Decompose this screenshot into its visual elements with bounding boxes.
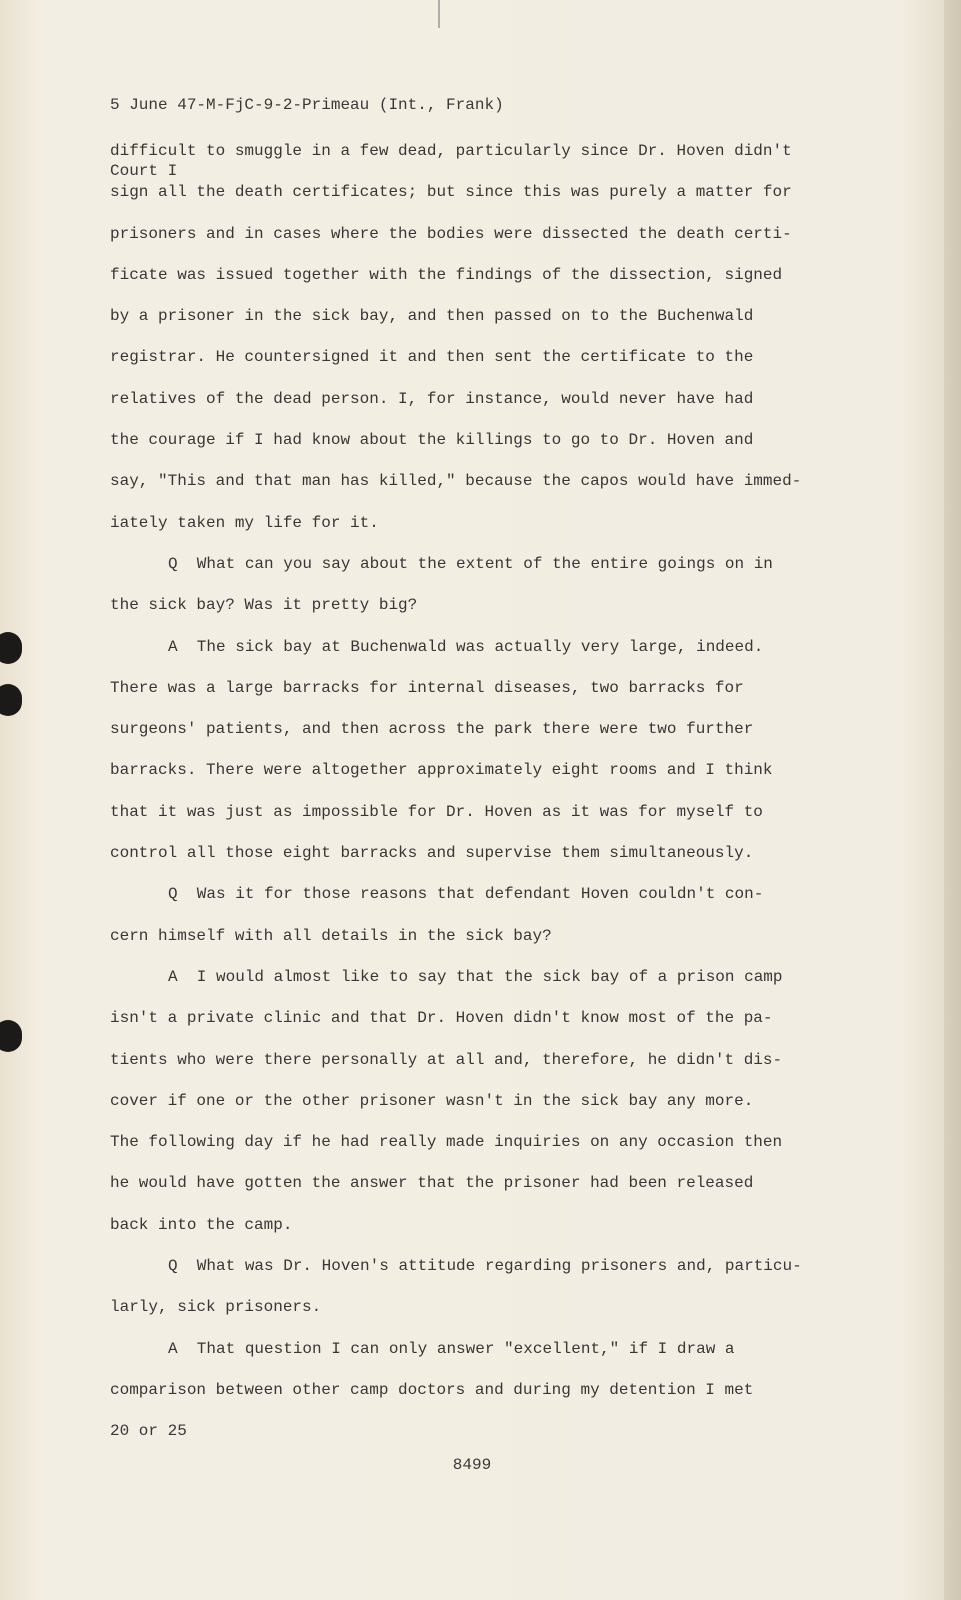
transcript-line: cover if one or the other prisoner wasn't in the sick bay any more.	[110, 1091, 754, 1110]
transcript-line: he would have gotten the answer that the prisoner had been released	[110, 1174, 754, 1193]
transcript-line: The following day if he had really made inquiries on any occasion then	[110, 1133, 783, 1152]
transcript-body	[110, 131, 850, 1453]
binder-hole	[0, 1020, 22, 1052]
page-edge	[944, 0, 961, 1600]
crease-mark	[438, 0, 440, 28]
transcript-line: sign all the death certificates; but since this was purely a matter for	[110, 183, 792, 202]
page-number: 8499	[452, 1456, 492, 1474]
transcript-line: the sick bay? Was it pretty big?	[110, 596, 418, 615]
transcript-line: Q What can you say about the extent of the entire goings on in	[168, 554, 773, 573]
transcript-line: A That question I can only answer "excellent," if I draw a	[168, 1339, 735, 1358]
transcript-line: tients who were there personally at all and, therefore, he didn't dis-	[110, 1050, 783, 1069]
transcript-line: surgeons' patients, and then across the park there were two further	[110, 720, 754, 739]
transcript-line: isn't a private clinic and that Dr. Hoven didn't know most of the pa-	[110, 1009, 773, 1028]
transcript-line: relatives of the dead person. I, for instance, would never have had	[110, 389, 754, 408]
binder-hole	[0, 684, 22, 716]
header-line-2: Court I	[110, 162, 178, 180]
transcript-line: ficate was issued together with the findings of the dissection, signed	[110, 265, 783, 284]
transcript-line: say, "This and that man has killed," because the capos would have immed-	[110, 472, 802, 491]
transcript-line: back into the camp.	[110, 1215, 293, 1234]
transcript-line: 20 or 25	[110, 1422, 187, 1441]
transcript-line: by a prisoner in the sick bay, and then passed on to the Buchenwald	[110, 307, 754, 326]
transcript-line: registrar. He countersigned it and then sent the certificate to the	[110, 348, 754, 367]
transcript-line: iately taken my life for it.	[110, 513, 379, 532]
transcript-line: Q Was it for those reasons that defendant Hoven couldn't con-	[168, 885, 764, 904]
transcript-line: There was a large barracks for internal diseases, two barracks for	[110, 678, 744, 697]
transcript-line: comparison between other camp doctors and during my detention I met	[110, 1380, 754, 1399]
transcript-line: prisoners and in cases where the bodies were dissected the death certi-	[110, 224, 792, 243]
transcript-line: barracks. There were altogether approximately eight rooms and I think	[110, 761, 773, 780]
transcript-line: Q What was Dr. Hoven's attitude regarding prisoners and, particu-	[168, 1257, 802, 1276]
transcript-line: control all those eight barracks and supervise them simultaneously.	[110, 844, 754, 863]
transcript-line: A I would almost like to say that the sick bay of a prison camp	[168, 967, 783, 986]
transcript-line: that it was just as impossible for Dr. Hoven as it was for myself to	[110, 802, 763, 821]
binder-hole	[0, 632, 22, 664]
transcript-line: cern himself with all details in the sick bay?	[110, 926, 552, 945]
transcript-line: difficult to smuggle in a few dead, particularly since Dr. Hoven didn't	[110, 142, 792, 160]
transcript-line: the courage if I had know about the killings to go to Dr. Hoven and	[110, 431, 754, 450]
transcript-line: A The sick bay at Buchenwald was actually very large, indeed.	[168, 637, 764, 656]
header-line-1: 5 June 47-M-FjC-9-2-Primeau (Int., Frank)	[110, 96, 504, 114]
transcript-line: larly, sick prisoners.	[110, 1298, 322, 1317]
